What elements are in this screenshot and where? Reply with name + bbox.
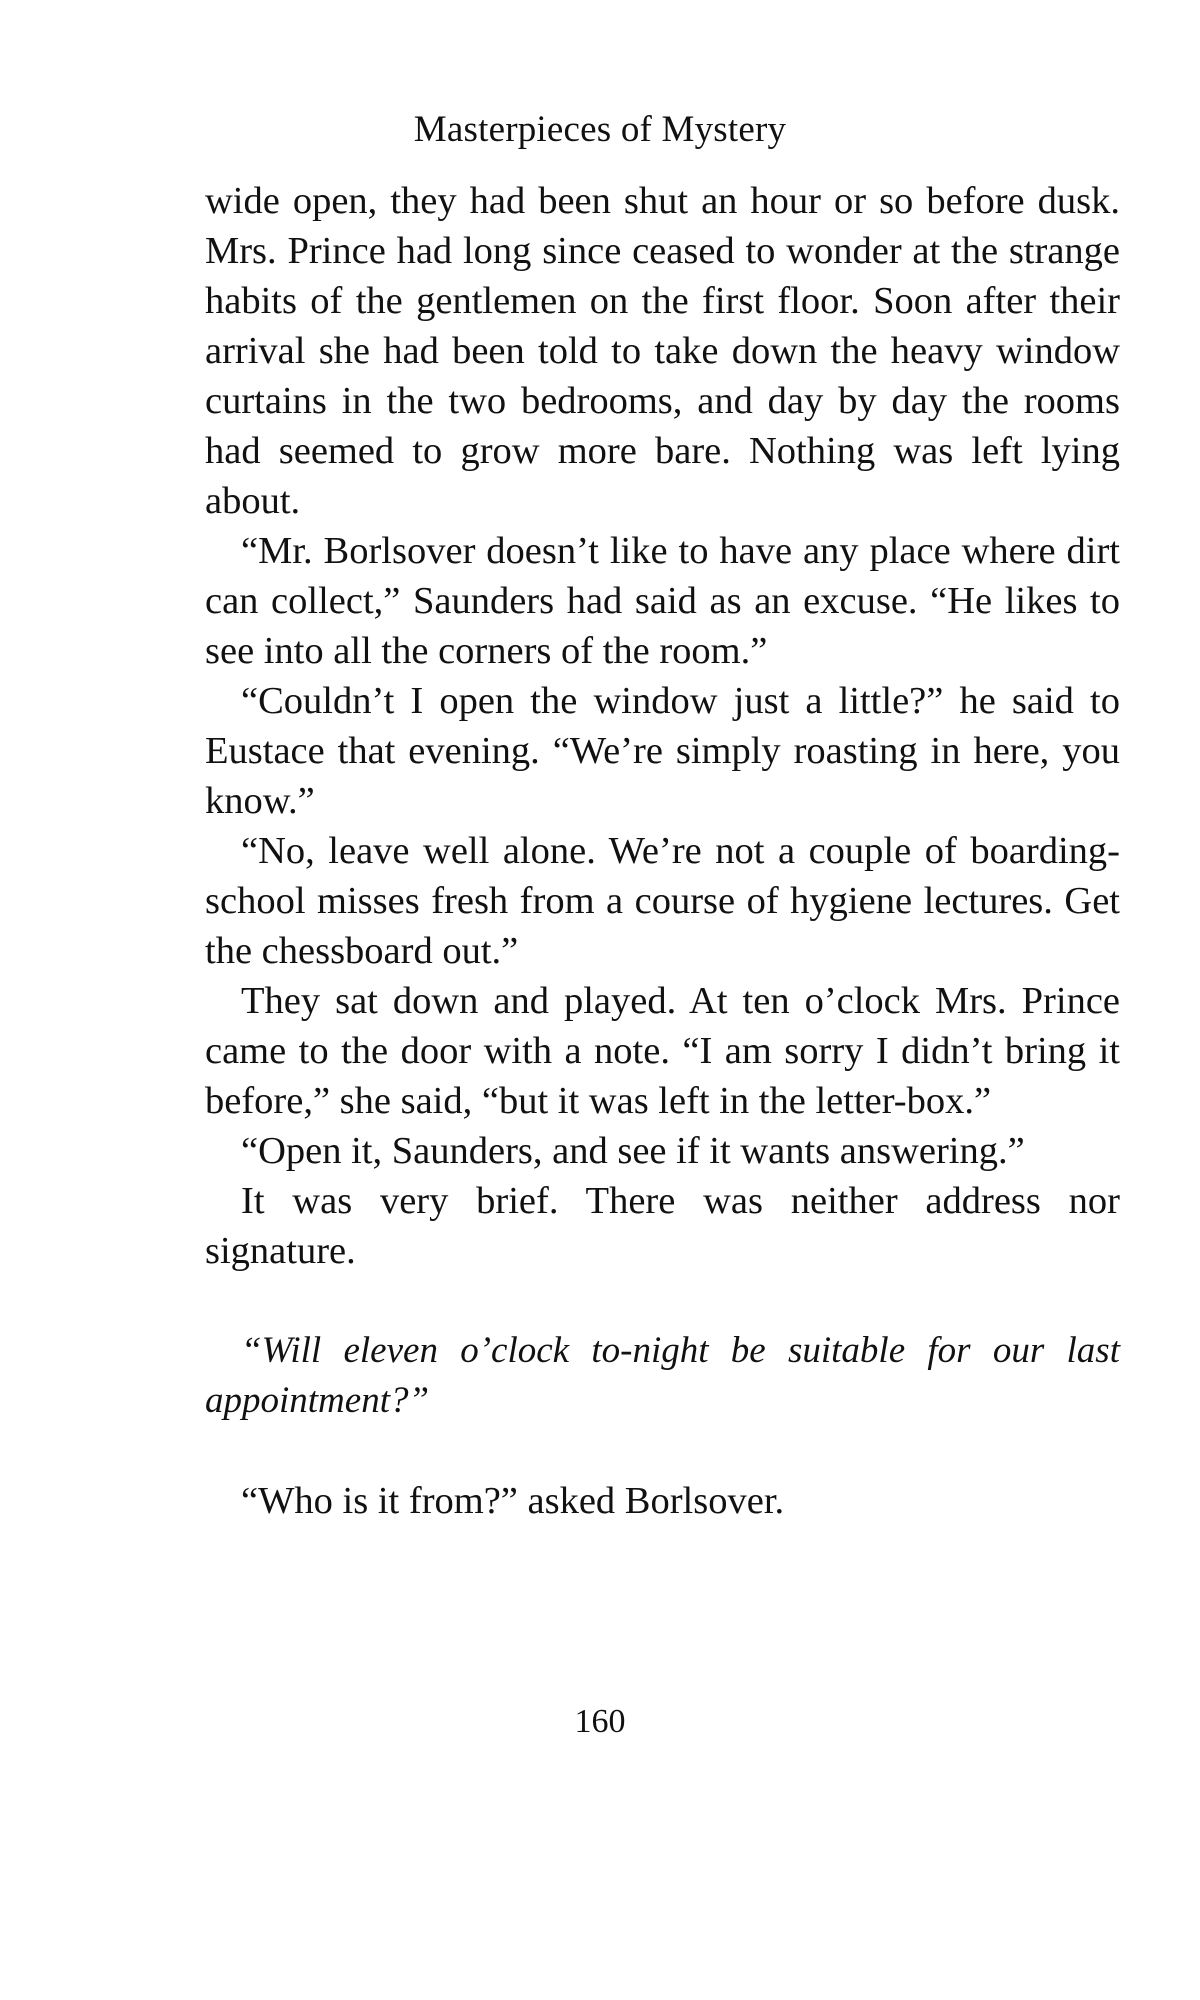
paragraph-4: “No, leave well alone. We’re not a couple of boarding-school misses fresh from a course of hygiene lectures. Get the chessboard out.” (205, 830, 1120, 972)
paragraph-5: They sat down and played. At ten o’clock Mrs. Prince came to the door with a note. “I am sorry I didn’t bring it before,” she said, “but it was left in the letter-box.” (205, 980, 1120, 1122)
paragraph-1: wide open, they had been shut an hour or so before dusk. Mrs. Prince had long since ceased to wonder at the strange habits of the gentlemen on the first floor. Soon after their arrival she had been told to take down the heavy window curtains in the two bedrooms, and day by day the rooms had seemed to grow more bare. Nothing was left lying about. (205, 180, 1120, 522)
paragraph-3: “Couldn’t I open the window just a little?” he said to Eustace that evening. “We’re simply roasting in here, you know.” (205, 680, 1120, 822)
paragraph-7: It was very brief. There was neither address nor signature. (205, 1180, 1120, 1272)
running-head-title: Masterpieces of Mystery (413, 109, 787, 150)
paragraph-6: “Open it, Saunders, and see if it wants answering.” (241, 1130, 1025, 1172)
paragraph-2: “Mr. Borlsover doesn’t like to have any place where dirt can collect,” Saunders had said as an excuse. “He likes to see into all the corners of the room.” (205, 530, 1120, 672)
closing-paragraph: “Who is it from?” asked Borlsover. (241, 1480, 785, 1522)
body-text (205, 176, 1120, 1526)
letter-quote: “Will eleven o’clock to-night be suitable for our last appointment?” (205, 1330, 1120, 1421)
page-number: 160 (574, 1703, 626, 1740)
